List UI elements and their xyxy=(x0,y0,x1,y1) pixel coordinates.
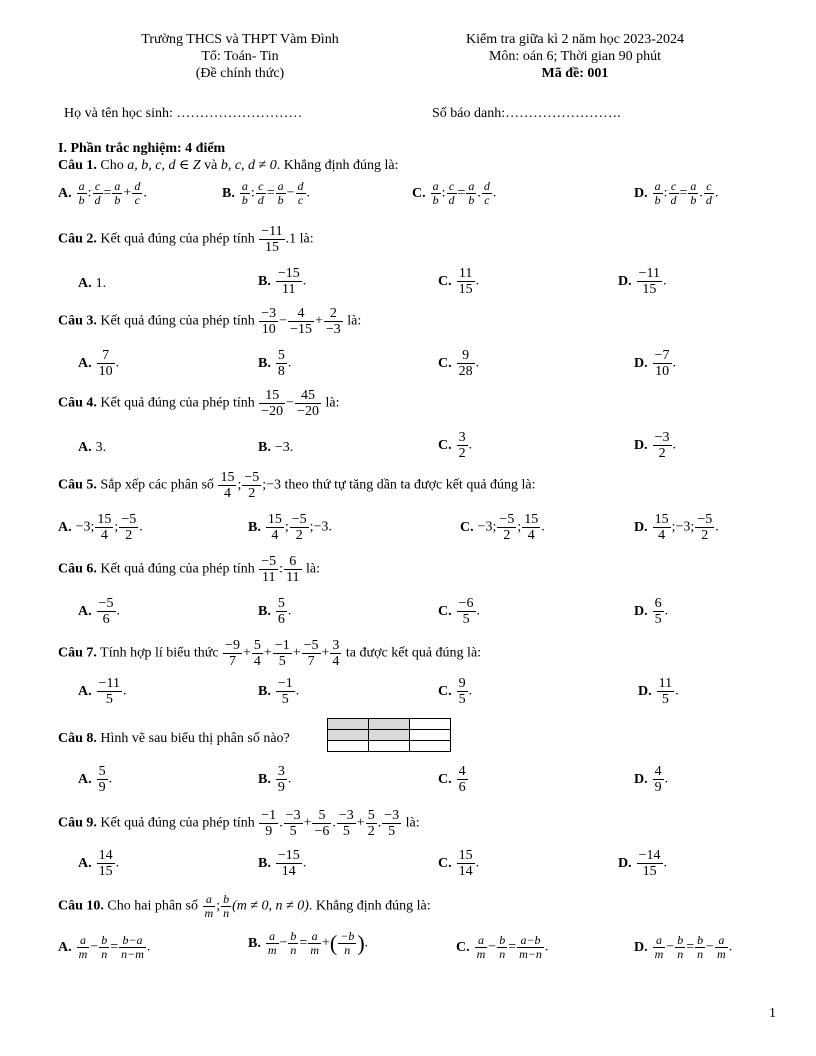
question-text: Cho xyxy=(100,158,124,173)
option-label: B. xyxy=(258,855,271,871)
grid-cell xyxy=(369,741,410,752)
math-expr: a, b, c, d ∈ Z xyxy=(127,158,201,173)
math-expr: (m ≠ 0, n ≠ 0) xyxy=(232,898,309,914)
question-8 xyxy=(58,731,290,747)
grid-cell xyxy=(328,730,369,741)
q3-option-b[interactable]: B. $\frac{5}{8}$ . xyxy=(258,348,292,379)
fraction-den: 2 xyxy=(458,446,466,461)
question-label: Câu 1. xyxy=(58,158,97,173)
fraction-num: −3 xyxy=(654,430,670,445)
fraction-den: 11 xyxy=(282,282,296,297)
q10-option-a[interactable]: A. $\frac{a}{m}$ − $\frac{b}{n}$ = $\frac{b-a}{n-m}$ . xyxy=(58,933,151,961)
option-label: A. xyxy=(58,185,72,201)
grid-cell xyxy=(369,719,410,730)
section-title: I. Phần trắc nghiệm: 4 điểm xyxy=(58,141,226,156)
q6-option-b[interactable]: B. $\frac{5}{6}$ . xyxy=(258,596,292,627)
fraction-num: 5 xyxy=(277,596,285,611)
question-text: Cho hai phân số xyxy=(107,898,199,914)
option-label: C. xyxy=(438,683,452,699)
fraction-den: 5 xyxy=(458,692,466,707)
fraction-num: 7 xyxy=(97,348,115,364)
fraction-num: 4 xyxy=(654,764,662,779)
q5-option-a[interactable]: A. −3; $\frac{15}{4}$ ; $\frac{-5}{2}$ . xyxy=(58,512,143,543)
question-1 xyxy=(58,157,398,174)
grid-cell xyxy=(410,741,451,752)
option-label: B. xyxy=(222,185,235,201)
fraction-num: −14 xyxy=(638,848,661,863)
question-label: Câu 7. xyxy=(58,645,97,661)
q8-option-c[interactable] xyxy=(438,764,469,795)
math-expr: .1 xyxy=(285,231,297,247)
question-10: Câu 10. Cho hai phân số $\frac{a}{m}$ ; $\frac{b}{n}$ (m ≠ 0, n ≠ 0). Khẳng định đúng là: xyxy=(58,892,431,920)
fraction-num: −15 xyxy=(277,266,300,281)
q2-option-d[interactable]: D. $\frac{-11}{15}$ . xyxy=(618,266,667,297)
option-value: −3. xyxy=(274,440,294,455)
fraction-num: 9 xyxy=(457,348,475,364)
option-label: A. xyxy=(78,603,92,619)
q2-option-c[interactable]: C. $\frac{11}{15}$ . xyxy=(438,266,480,297)
fraction-num: 15 xyxy=(458,848,473,863)
option-label: D. xyxy=(634,939,648,955)
option-label: D. xyxy=(634,437,648,453)
fraction-num: 11 xyxy=(457,266,475,282)
subject-time: Môn: oán 6; Thời gian 90 phút xyxy=(488,49,662,64)
option-label: B. xyxy=(258,603,271,619)
fraction-den: 28 xyxy=(458,364,473,379)
fraction-num: −11 xyxy=(98,676,121,691)
option-label: B. xyxy=(248,935,261,951)
option-value: 3. xyxy=(95,440,107,455)
question-text: là: xyxy=(299,231,314,247)
option-label: C. xyxy=(456,939,470,955)
question-text: ta được kết quả đúng là: xyxy=(345,645,482,661)
grid-cell xyxy=(410,730,451,741)
question-label: Câu 8. xyxy=(58,731,97,746)
q2-option-a[interactable] xyxy=(78,276,106,292)
fraction-den: 5 xyxy=(654,612,662,627)
exam-title: Kiểm tra giữa kì 2 năm học 2023-2024 xyxy=(466,32,684,47)
q4-option-c[interactable]: C. $\frac{3}{2}$ . xyxy=(438,430,473,461)
fraction-den: 5 xyxy=(661,692,669,707)
fraction-num: 14 xyxy=(98,848,113,863)
question-4: Câu 4. Kết quả đúng của phép tính $\frac{15}{-20}$ − $\frac{45}{-20}$ là: xyxy=(58,388,340,419)
question-label: Câu 10. xyxy=(58,898,104,914)
question-2 xyxy=(58,224,314,255)
q4-option-d[interactable]: D. $\frac{-3}{2}$ . xyxy=(634,430,677,461)
school-name: Trường THCS và THPT Vàm Đình xyxy=(141,32,339,47)
option-label: A. xyxy=(78,683,92,699)
option-label: B. xyxy=(258,273,271,289)
question-5: Câu 5. Sắp xếp các phân số $\frac{15}{4}$ ; $\frac{-5}{2}$ ;−3 theo thứ tự tăng dần ta được kết quả đúng là: xyxy=(58,470,536,501)
option-label: C. xyxy=(412,185,426,201)
q2-option-b[interactable]: B. $\frac{-15}{11}$ . xyxy=(258,266,307,297)
option-label: A. xyxy=(78,440,92,455)
fraction-den: 2 xyxy=(658,446,666,461)
question-text: và xyxy=(204,158,218,173)
question-label: Câu 4. xyxy=(58,395,97,411)
question-9: Câu 9. Kết quả đúng của phép tính $\frac{-1}{9}$ . $\frac{-3}{5}$ + $\frac{5}{-6}$ . $\frac{-3}{5}$ + $\frac{5}{2}$ . $\frac{-3}{5}$ là: xyxy=(58,808,420,839)
fraction-num: −6 xyxy=(458,596,474,611)
grid-cell xyxy=(410,719,451,730)
question-label: Câu 9. xyxy=(58,815,97,831)
question-text: Kết quả đúng của phép tính xyxy=(100,395,255,411)
q9-option-b[interactable]: B. $\frac{-15}{14}$ . xyxy=(258,848,307,879)
q9-option-c[interactable]: C. $\frac{15}{14}$ . xyxy=(438,848,480,879)
question-text: Kết quả đúng của phép tính xyxy=(100,815,255,831)
grid-cell xyxy=(328,719,369,730)
exam-status: (Đề chính thức) xyxy=(195,66,285,81)
q9-option-a[interactable]: A. $\frac{14}{15}$ . xyxy=(78,848,120,879)
question-text: là: xyxy=(347,313,362,329)
option-label: D. xyxy=(634,603,648,619)
question-label: Câu 5. xyxy=(58,477,97,493)
fraction-den: 15 xyxy=(458,282,473,297)
question-text: . Khẳng định đúng là: xyxy=(276,158,399,173)
question-text: theo thứ tự tăng dần ta được kết quả đúng là: xyxy=(284,477,536,493)
question-label: Câu 2. xyxy=(58,231,97,247)
q7-option-b[interactable]: B. $\frac{-1}{5}$ . xyxy=(258,676,300,707)
fraction-den: 10 xyxy=(98,364,113,379)
option-label: B. xyxy=(258,355,271,371)
fraction-num: −11 xyxy=(261,224,283,239)
option-label: B. xyxy=(258,771,271,787)
question-text: Sắp xếp các phân số xyxy=(100,477,214,493)
q1-option-c[interactable]: C. $\frac{a}{b}$ : $\frac{c}{d}$ = $\frac{a}{b}$ . $\frac{d}{c}$ . xyxy=(412,179,497,207)
q6-option-d[interactable]: D. $\frac{6}{5}$ . xyxy=(634,596,669,627)
question-text: Kết quả đúng của phép tính xyxy=(100,313,255,329)
grid-cell xyxy=(328,741,369,752)
q8-option-b[interactable]: B. $\frac{3}{9}$ . xyxy=(258,764,292,795)
fraction-den: 6 xyxy=(458,780,466,795)
header-left xyxy=(110,31,370,82)
fraction-num: 3 xyxy=(277,764,285,779)
option-label: B. xyxy=(258,683,271,699)
option-value: 1. xyxy=(95,276,107,291)
option-label: C. xyxy=(438,771,452,787)
fraction-num: −15 xyxy=(277,848,300,863)
q1-option-a[interactable]: A. $\frac{a}{b}$ : $\frac{c}{d}$ = $\frac{a}{b}$ + $\frac{d}{c}$ . xyxy=(58,179,147,207)
option-label: D. xyxy=(638,683,652,699)
fraction-den: 6 xyxy=(102,612,110,627)
q10-option-b[interactable]: B. $\frac{a}{m}$ − $\frac{b}{n}$ = $\frac{a}{m}$ +( $\frac{-b}{n}$ ). xyxy=(248,929,369,957)
q6-option-c[interactable]: C. $\frac{-6}{5}$ . xyxy=(438,596,481,627)
fraction-den: 15 xyxy=(98,864,113,879)
option-label: A. xyxy=(78,276,92,291)
option-label: D. xyxy=(618,855,632,871)
fraction-num: 11 xyxy=(658,676,673,691)
option-label: D. xyxy=(634,185,648,201)
fraction-num: 4 xyxy=(458,764,466,779)
fraction-num: 5 xyxy=(98,764,106,779)
fraction-den: 10 xyxy=(655,364,670,379)
header-right xyxy=(430,31,720,82)
fraction-grid-figure xyxy=(327,718,451,752)
q6-option-a[interactable]: A. $\frac{-5}{6}$ . xyxy=(78,596,121,627)
option-label: D. xyxy=(634,519,648,535)
fraction-den: 5 xyxy=(105,692,113,707)
question-3: Câu 3. Kết quả đúng của phép tính $\frac{-3}{10}$ − $\frac{4}{-15}$ + $\frac{2}{-3}$ là: xyxy=(58,306,362,337)
fraction-den: 5 xyxy=(462,612,470,627)
question-text: Tính hợp lí biểu thức xyxy=(100,645,219,661)
fraction-num: −1 xyxy=(277,676,293,691)
option-label: A. xyxy=(58,519,72,535)
fraction-num: 5 xyxy=(277,348,285,363)
q3-option-c[interactable]: C. $\frac{9}{28}$ . xyxy=(438,348,480,379)
option-label: A. xyxy=(78,355,92,371)
q7-option-a[interactable]: A. $\frac{-11}{5}$ . xyxy=(78,676,127,707)
q5-option-b[interactable]: B. $\frac{15}{4}$ ; $\frac{-5}{2}$ ;−3. xyxy=(248,512,332,543)
fraction-den: 15 xyxy=(642,282,657,297)
option-label: C. xyxy=(438,355,452,371)
question-text: là: xyxy=(405,815,420,831)
q8-option-d[interactable]: D. $\frac{4}{9}$ . xyxy=(634,764,669,795)
q5-option-c[interactable]: C. −3; $\frac{-5}{2}$ ; $\frac{15}{4}$ . xyxy=(460,512,545,543)
option-label: B. xyxy=(248,519,261,535)
q8-option-a[interactable]: A. $\frac{5}{9}$ . xyxy=(78,764,113,795)
fraction-den: 14 xyxy=(458,864,473,879)
q7-option-d[interactable]: D. $\frac{11}{5}$ . xyxy=(638,676,679,707)
q7-option-c[interactable]: C. $\frac{9}{5}$ . xyxy=(438,676,473,707)
fraction-den: 15 xyxy=(264,240,279,255)
q10-option-d[interactable]: D. $\frac{a}{m}$ − $\frac{b}{n}$ = $\frac{b}{n}$ − $\frac{a}{m}$ . xyxy=(634,933,733,961)
question-text: Hình vẽ sau biểu thị phân số nào? xyxy=(100,731,290,746)
option-label: C. xyxy=(460,519,474,535)
option-label: D. xyxy=(618,273,632,289)
option-label: D. xyxy=(634,771,648,787)
question-7: Câu 7. Tính hợp lí biểu thức $\frac{-9}{7}$ + $\frac{5}{4}$ + $\frac{-1}{5}$ + $\frac{-5}{7}$ + $\frac{3}{4}$ ta được kết quả đúng là: xyxy=(58,638,482,669)
q4-option-b[interactable] xyxy=(258,440,293,456)
question-label: Câu 3. xyxy=(58,313,97,329)
fraction-num: 9 xyxy=(458,676,466,691)
q9-option-d[interactable]: D. $\frac{-14}{15}$ . xyxy=(618,848,668,879)
q5-option-d[interactable]: D. $\frac{15}{4}$ ;−3; $\frac{-5}{2}$ . xyxy=(634,512,719,543)
fraction-den: 5 xyxy=(281,692,289,707)
fraction-num: 3 xyxy=(458,430,466,445)
fraction-den: 9 xyxy=(277,780,285,795)
department: Tổ: Toán- Tin xyxy=(201,49,279,64)
fraction-den: 8 xyxy=(277,364,285,379)
math-expr: b, c, d ≠ 0 xyxy=(220,158,277,173)
question-6: Câu 6. Kết quả đúng của phép tính $\frac{-5}{11}$ : $\frac{6}{11}$ là: xyxy=(58,554,321,585)
student-name-field: Họ và tên học sinh: ……………………… xyxy=(64,106,303,121)
question-text: là: xyxy=(325,395,340,411)
question-text: . Khẳng định đúng là: xyxy=(308,898,431,914)
question-text: là: xyxy=(306,561,321,577)
option-label: C. xyxy=(438,603,452,619)
fraction-den: 15 xyxy=(642,864,657,879)
fraction-num: −7 xyxy=(654,348,670,363)
option-label: C. xyxy=(438,273,452,289)
question-text: Kết quả đúng của phép tính xyxy=(100,561,255,577)
q1-option-b[interactable]: B. $\frac{a}{b}$ : $\frac{c}{d}$ = $\frac{a}{b}$ − $\frac{d}{c}$ . xyxy=(222,179,311,207)
fraction-num: 6 xyxy=(654,596,662,611)
fraction-den: 6 xyxy=(277,612,285,627)
question-text: Kết quả đúng của phép tính xyxy=(100,231,255,247)
fraction-den: 14 xyxy=(281,864,296,879)
option-label: A. xyxy=(78,771,92,787)
q4-option-a[interactable] xyxy=(78,440,106,456)
page-number: 1 xyxy=(769,1006,776,1021)
fraction-den: 9 xyxy=(654,780,662,795)
fraction-num: −5 xyxy=(98,596,114,611)
q1-option-d[interactable]: D. $\frac{a}{b}$ : $\frac{c}{d}$ = $\frac{a}{b}$ . $\frac{c}{d}$ . xyxy=(634,179,719,207)
option-label: C. xyxy=(438,437,452,453)
option-label: A. xyxy=(78,855,92,871)
option-label: B. xyxy=(258,440,271,455)
option-label: D. xyxy=(634,355,648,371)
option-label: C. xyxy=(438,855,452,871)
fraction-num: −11 xyxy=(638,266,661,281)
q3-option-a[interactable]: A. $\frac{7}{10}$ . xyxy=(78,348,120,379)
grid-cell xyxy=(369,730,410,741)
question-label: Câu 6. xyxy=(58,561,97,577)
fraction-den: 9 xyxy=(98,780,106,795)
option-label: A. xyxy=(58,939,72,955)
q3-option-d[interactable]: D. $\frac{-7}{10}$ . xyxy=(634,348,677,379)
student-id-field: Số báo danh:……………………. xyxy=(432,106,621,121)
exam-code: Mã đề: 001 xyxy=(541,66,609,81)
q10-option-c[interactable]: C. $\frac{a}{m}$ − $\frac{b}{n}$ = $\frac{a-b}{m-n}$ . xyxy=(456,933,549,961)
